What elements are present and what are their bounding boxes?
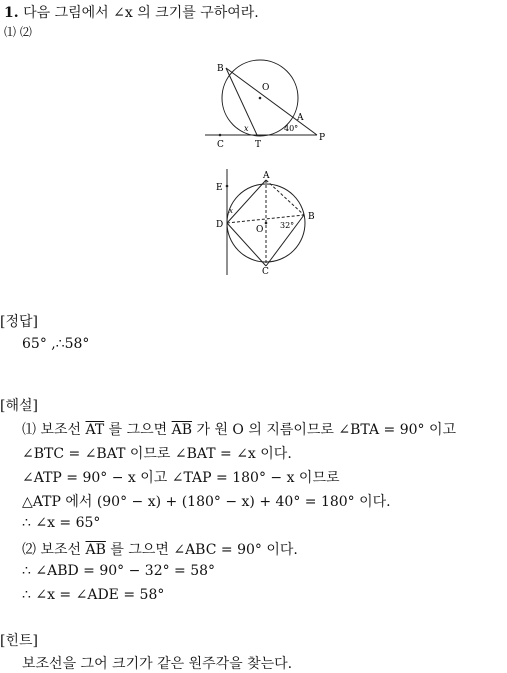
fig2-label-32: 32° [280, 221, 295, 230]
fig2-segment-ab [266, 180, 304, 215]
solution-line-7: ∴ ∠ABD = 90° − 32° = 58° [22, 563, 216, 579]
fig2-label-a: A [263, 171, 270, 181]
fig1-label-x: x [244, 124, 249, 133]
hint-text: 보조선을 그어 크기가 같은 원주각을 찾는다. [22, 656, 293, 672]
problem-text: 다음 그림에서 ∠x 의 크기를 구하여라. [23, 5, 259, 21]
answer-text: 65° ,∴58° [22, 336, 90, 352]
fig2-label-x: x [229, 207, 233, 215]
solution-line-4: △ATP 에서 (90° − x) + (180° − x) + 40° = 180° 이다. [22, 494, 391, 510]
segment-ab: $\overline{AB}$ [171, 422, 193, 438]
sol1-part-b: 를 그으면 [104, 422, 172, 438]
problem-title [4, 2, 259, 22]
sol6-part-a: ⑵ 보조선 [22, 542, 86, 558]
solution-line-1 [22, 419, 456, 439]
fig1-label-o: O [262, 83, 270, 93]
sol6-part-b: 를 그으면 ∠ABC = 90° 이다. [105, 542, 298, 558]
fig1-label-b: B [217, 64, 224, 74]
fig1-label-p: P [319, 133, 326, 143]
solution-line-5: ∴ ∠x = 65° [22, 515, 101, 531]
fig1-segment-bp [226, 68, 317, 135]
fig2-label-b: B [308, 212, 315, 222]
fig1-center-dot [259, 97, 262, 100]
segment-ab-2: $\overline{AB}$ [85, 542, 106, 558]
figure-1-circle-tangent [200, 58, 340, 150]
solution-line-2: ∠BTC = ∠BAT 이므로 ∠BAT = ∠x 이다. [22, 446, 292, 462]
sol1-part-c: 가 원 O 의 지름이므로 ∠BTA = 90° 이고 [192, 422, 457, 438]
segment-at: $\overline{AT}$ [85, 422, 105, 438]
solution-header: [해설] [0, 398, 38, 414]
fig2-label-o: O [256, 225, 264, 235]
solution-line-8: ∴ ∠x = ∠ADE = 58° [22, 587, 165, 603]
fig1-label-a: A [297, 113, 304, 123]
fig2-center-dot [265, 222, 268, 225]
fig2-label-c: C [262, 267, 269, 277]
fig2-label-e: E [216, 183, 223, 193]
figure-2-circle-tangent [210, 166, 320, 278]
fig2-label-d: D [216, 220, 224, 230]
problem-number: 1. [4, 5, 19, 21]
solution-line-6 [22, 539, 298, 559]
fig2-point-e [226, 185, 229, 188]
hint-header: [힌트] [0, 633, 38, 649]
fig1-label-c: C [217, 140, 224, 150]
sol1-part-a: ⑴ 보조선 [22, 422, 86, 438]
fig1-segment-bt [226, 68, 257, 135]
fig1-label-40: 40° [284, 124, 299, 133]
fig1-point-c [219, 134, 222, 137]
parts-label: ⑴ ⑵ [4, 25, 32, 39]
answer-header: [정답] [0, 314, 38, 330]
solution-line-3: ∠ATP = 90° − x 이고 ∠TAP = 180° − x 이므로 [22, 470, 340, 486]
fig1-label-t: T [255, 140, 262, 150]
fig2-segment-da [227, 180, 266, 223]
